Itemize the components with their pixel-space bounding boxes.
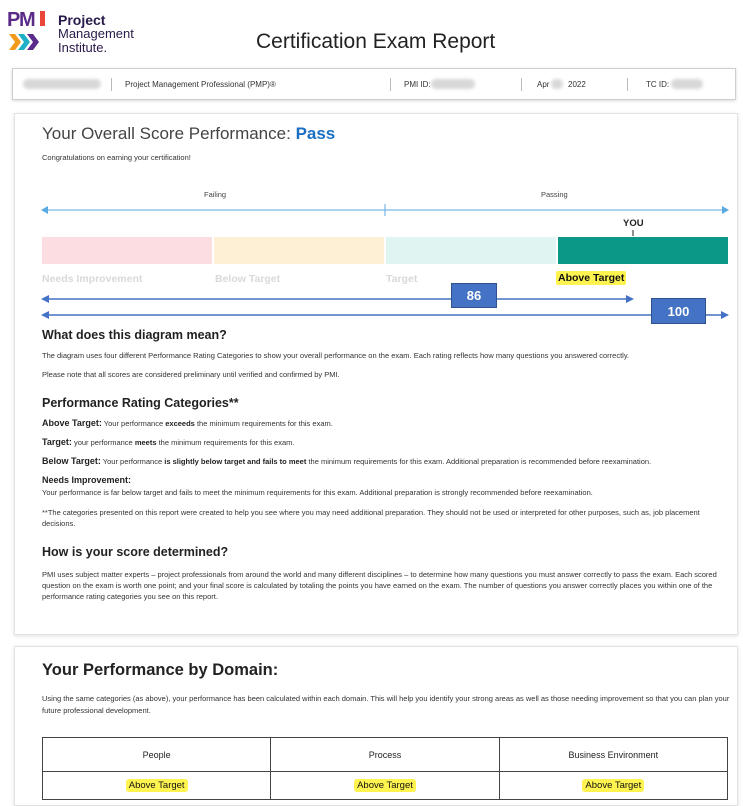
domain-process-result: Above Target (354, 779, 416, 792)
score-determined-heading: How is your score determined? (42, 545, 229, 559)
exam-name: Project Management Professional (PMP)® (125, 80, 276, 89)
domain-table-header-row (43, 738, 728, 772)
divider (111, 78, 112, 91)
categories-footnote: **The categories presented on this report were created to help you see where you may need additional preparation. They should not be used or interpreted for other purposes, such as, job placement decisions. (42, 508, 700, 528)
label-target: Target (386, 273, 418, 285)
above-target-term: Above Target: (42, 418, 102, 428)
below-target-bold: is slightly below target and fails to meet (164, 457, 307, 466)
domain-table (42, 737, 728, 800)
logo-line-3: Institute. (58, 40, 108, 55)
above-target-bold: exceeds (165, 419, 195, 428)
redacted-pmi-id (431, 79, 475, 89)
needs-improvement-term: Needs Improvement: (42, 475, 132, 485)
target-post: the minimum requirements for this exam. (158, 438, 295, 447)
max-arrow-right-head-icon (721, 311, 729, 319)
label-needs-improvement: Needs Improvement (42, 273, 143, 285)
max-score-box: 100 (651, 298, 706, 324)
domain-performance-card (14, 646, 738, 806)
divider (390, 78, 391, 91)
redacted-day (551, 79, 563, 89)
right-arrowhead-icon (722, 206, 729, 214)
you-label: YOU (623, 218, 644, 229)
passing-label: Passing (541, 190, 568, 199)
svg-text:M: M (19, 9, 36, 31)
domain-people-cell (43, 772, 271, 800)
bar-needs-improvement (42, 237, 212, 264)
diagram-meaning-p2: Please note that all scores are considered preliminary until verified and confirmed by PMI. (42, 370, 340, 379)
domain-people-result: Above Target (126, 779, 188, 792)
your-score-box: 86 (451, 283, 497, 308)
label-below-target: Below Target (215, 273, 281, 285)
exam-date-month: Apr (537, 80, 550, 89)
logo-line-1: Project (58, 12, 106, 28)
needs-improvement-definition: Your performance is far below target and fails to meet the minimum requirements for this exam. Additional preparation is strongly recommended before reexamination. (42, 488, 593, 497)
score-heading-text: Your Overall Score Performance: (42, 124, 291, 143)
domain-heading: Your Performance by Domain: (42, 661, 279, 679)
bar-below-target (214, 237, 384, 264)
max-arrow-left-head-icon (41, 311, 49, 319)
below-target-pre: Your performance (102, 457, 163, 466)
divider (521, 78, 522, 91)
pmi-logo-mark-icon (6, 6, 52, 52)
below-target-definition (42, 456, 732, 467)
failing-label: Failing (204, 190, 227, 199)
left-arrowhead-icon (41, 206, 48, 214)
svg-text:P: P (7, 9, 21, 31)
overall-score-card (14, 113, 738, 635)
score-arrow-right-head-icon (626, 295, 634, 303)
score-diagram (15, 184, 739, 324)
domain-business-environment-header: Business Environment (499, 738, 727, 772)
domain-process-header: Process (271, 738, 499, 772)
below-target-post: the minimum requirements for this exam. Additional preparation is recommended before reexamination. (308, 457, 652, 466)
pass-result: Pass (295, 124, 336, 143)
redacted-name (23, 79, 101, 89)
report-title: Certification Exam Report (256, 30, 496, 53)
candidate-info-strip (12, 68, 736, 100)
tc-id-label: TC ID: (646, 80, 670, 89)
score-determined-text: PMI uses subject matter experts – project professionals from around the world and many different disciplines – to determine how many questions you must answer correctly to pass the exam. Each scored question on the exam is worth one point; and your final score is calculated by totaling the points you have earned on the exam. The number of questions you answer correctly places you within one of the performance rating categories you see on this report. (42, 570, 717, 601)
domain-business-environment-cell (499, 772, 727, 800)
label-above-target: Above Target (558, 272, 625, 284)
pmi-id-label: PMI ID: (404, 80, 431, 89)
logo-line-2: Management (58, 26, 134, 41)
bar-target (386, 237, 556, 264)
exam-date-year: 2022 (568, 80, 586, 89)
below-target-term: Below Target: (42, 456, 101, 466)
bar-above-target (558, 237, 728, 264)
domain-intro: Using the same categories (as above), your performance has been calculated within each domain. This will help you identify your strong areas as well as those needing improvement so that you can plan your future professional development. (42, 694, 730, 715)
target-definition (42, 437, 732, 448)
domain-process-cell (271, 772, 499, 800)
domain-table-result-row (43, 772, 728, 800)
target-term: Target: (42, 437, 72, 447)
score-arrow-left-head-icon (41, 295, 49, 303)
rating-categories-heading: Performance Rating Categories** (42, 396, 239, 410)
domain-people-header: People (43, 738, 271, 772)
domain-business-environment-result: Above Target (582, 779, 644, 792)
diagram-meaning-p1: The diagram uses four different Performance Rating Categories to show your overall performance on the exam. Each rating reflects how many questions you answered correctly. (42, 351, 630, 360)
needs-improvement-term-row (42, 475, 732, 486)
above-target-pre: Your performance (103, 419, 164, 428)
above-target-post: the minimum requirements for this exam. (196, 419, 333, 428)
pmi-logo (6, 6, 156, 56)
divider (627, 78, 628, 91)
above-target-definition (42, 418, 732, 429)
congrats-text: Congratulations on earning your certification! (42, 153, 191, 162)
redacted-tc-id (671, 79, 703, 89)
target-pre: your performance (73, 438, 133, 447)
overall-score-heading (42, 124, 335, 144)
logo-text (58, 13, 134, 55)
target-bold: meets (134, 438, 157, 447)
diagram-meaning-heading: What does this diagram mean? (42, 328, 227, 342)
